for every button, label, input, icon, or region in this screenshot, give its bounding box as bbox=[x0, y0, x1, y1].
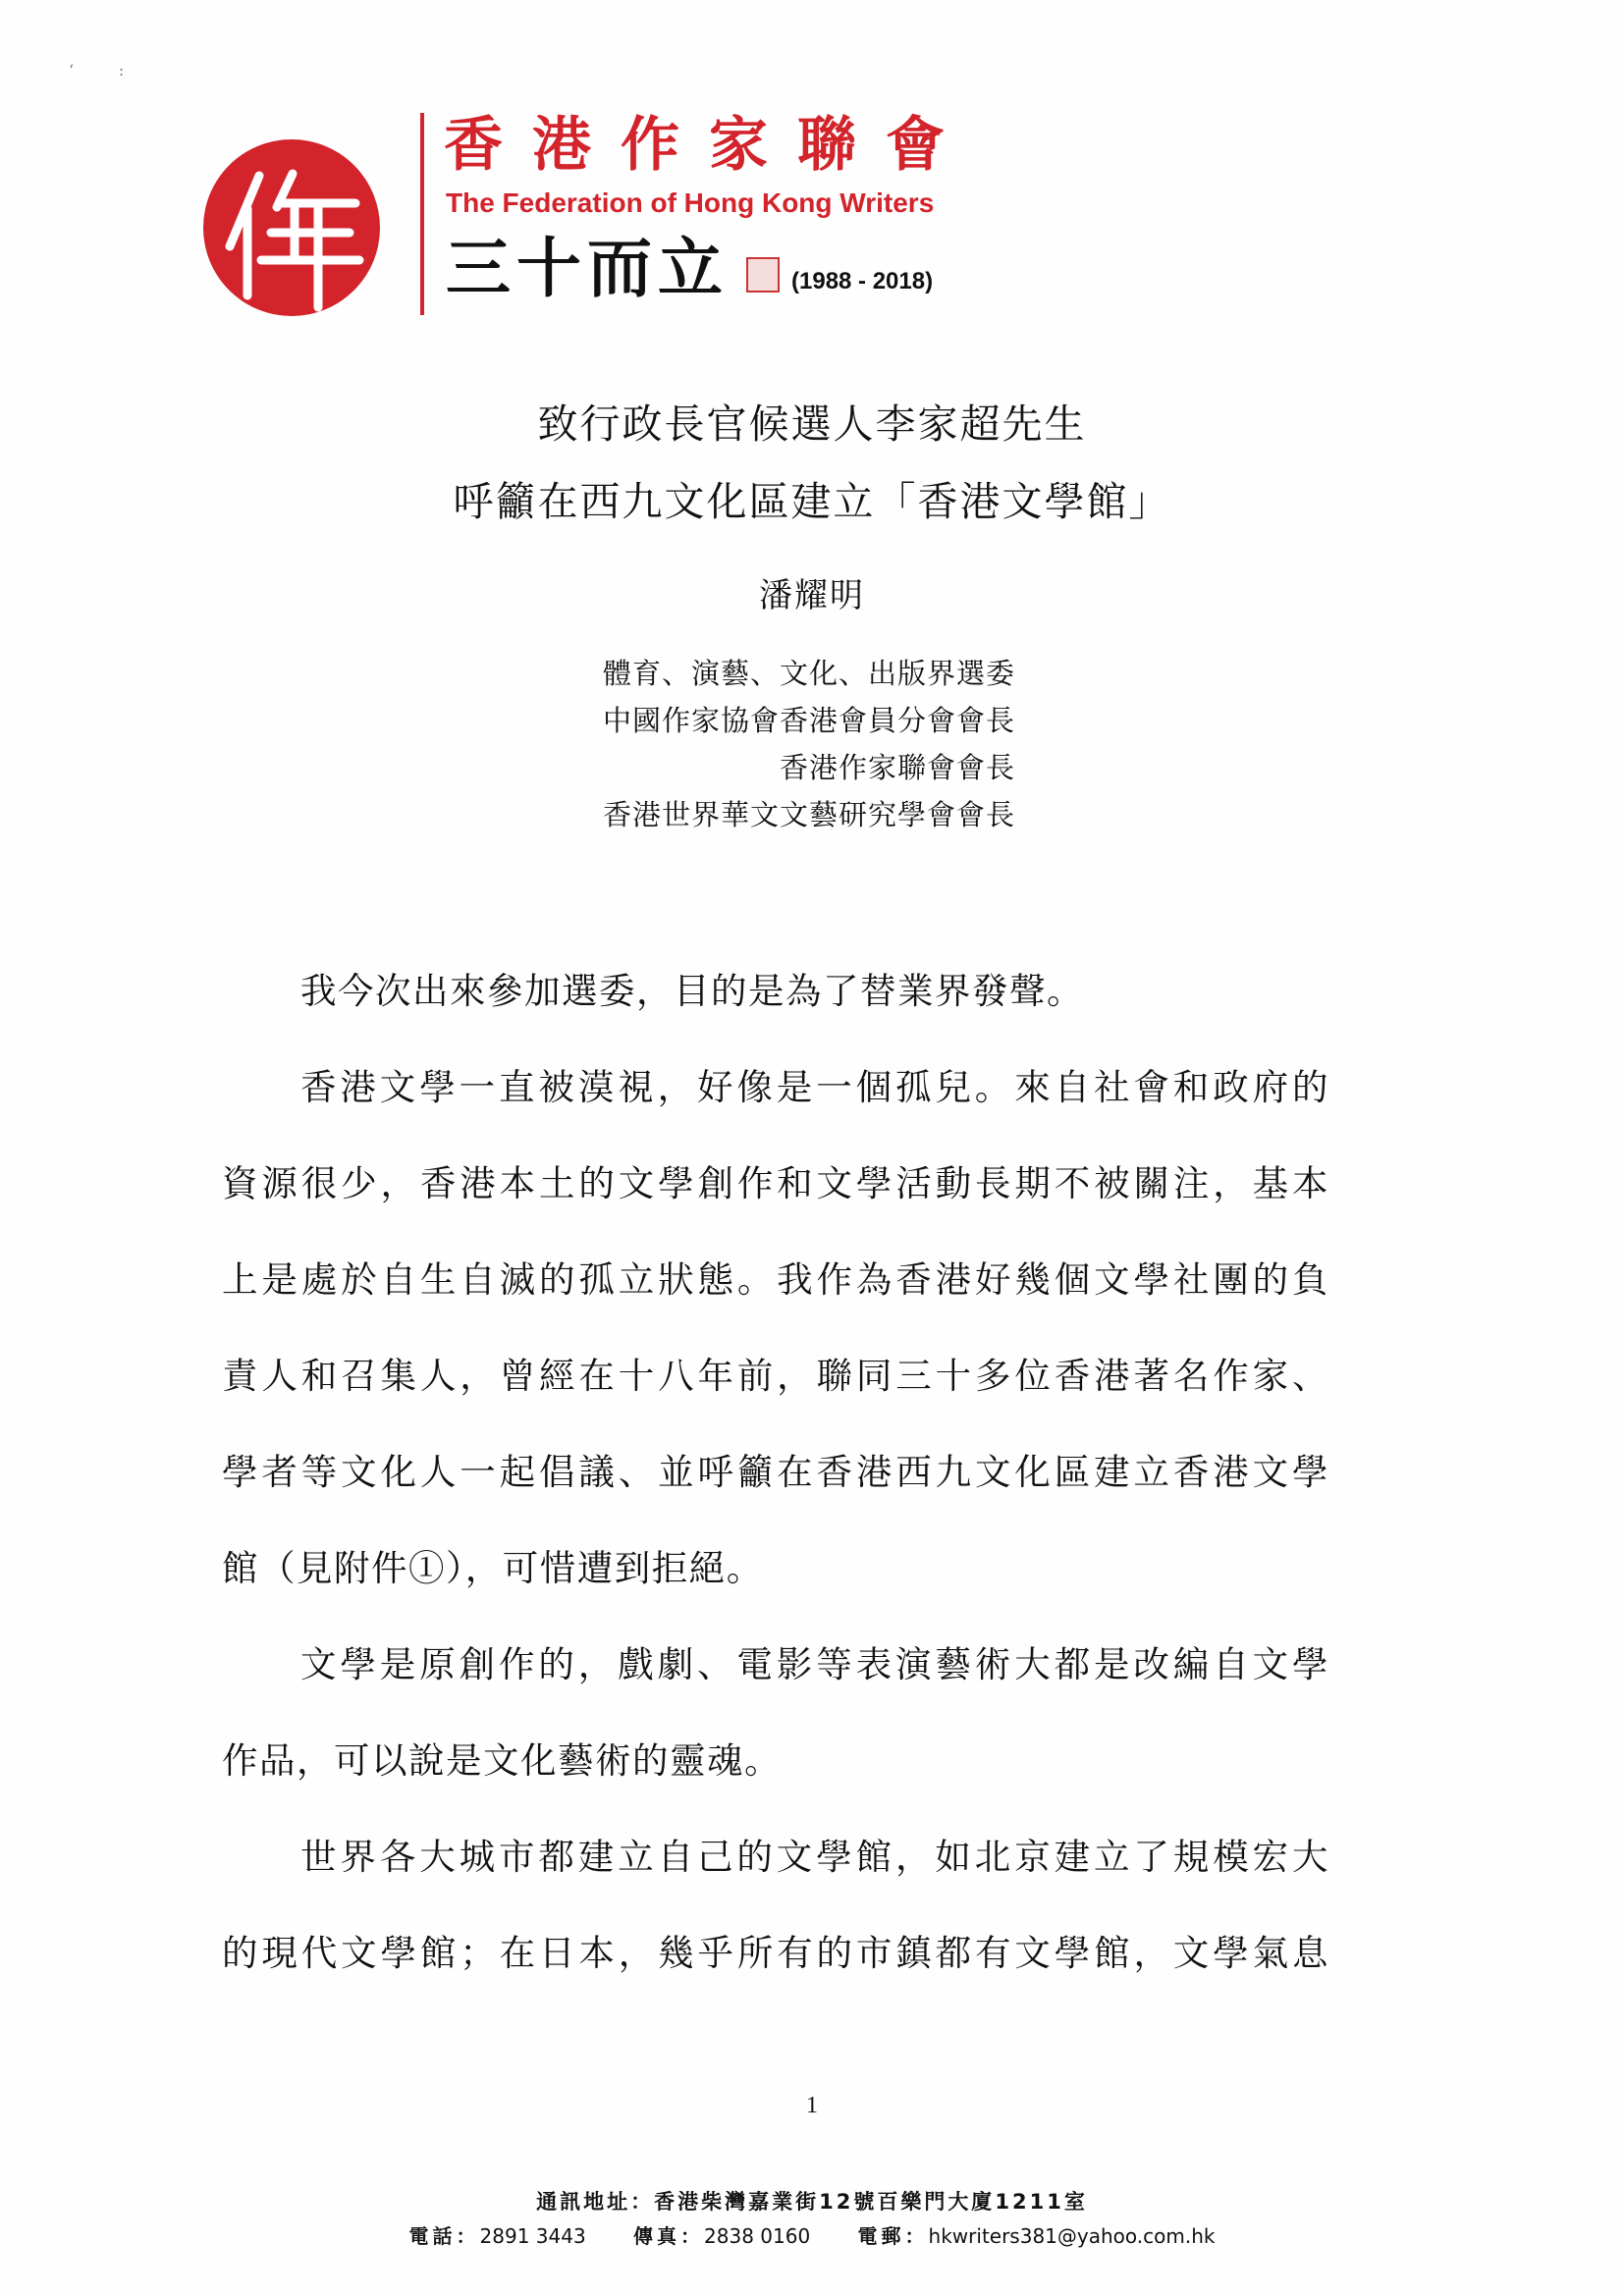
body-line: 文學是原創作的，戲劇、電影等表演藝術大都是改編自文學 bbox=[300, 1643, 1329, 1685]
anniversary-motto: 三十而立 bbox=[446, 230, 729, 306]
org-name-english: The Federation of Hong Kong Writers bbox=[446, 187, 935, 218]
seal-stamp-icon bbox=[746, 257, 780, 293]
letter-body bbox=[222, 962, 1329, 2020]
author-title: 香港世界華文文藝研究學會會長 bbox=[602, 798, 1015, 831]
fax-number: 2838 0160 bbox=[704, 2224, 811, 2248]
email-label: 電郵： bbox=[857, 2224, 929, 2248]
email-address: hkwriters381@yahoo.com.hk bbox=[928, 2224, 1216, 2248]
body-line: 資源很少，香港本土的文學創作和文學活動長期不被關注，基本 bbox=[222, 1162, 1329, 1204]
letter-title-line-2: 呼籲在西九文化區建立「香港文學館」 bbox=[453, 478, 1171, 525]
phone-label: 電話： bbox=[408, 2224, 480, 2248]
letter-title-line-1: 致行政長官候選人李家超先生 bbox=[537, 400, 1087, 448]
body-line: 上是處於自生自滅的孤立狀態。我作為香港好幾個文學社團的負 bbox=[222, 1258, 1329, 1301]
footer-contacts bbox=[0, 2226, 1624, 2246]
header-divider bbox=[420, 113, 424, 315]
federation-logo-icon bbox=[202, 138, 381, 317]
scan-artifact: ʻ : bbox=[69, 61, 125, 80]
body-line: 作品，可以說是文化藝術的靈魂。 bbox=[222, 1739, 782, 1782]
fax-label: 傳真： bbox=[633, 2224, 705, 2248]
body-line: 學者等文化人一起倡議、並呼籲在香港西九文化區建立香港文學 bbox=[222, 1451, 1329, 1493]
body-line: 責人和召集人，曾經在十八年前，聯同三十多位香港著名作家、 bbox=[222, 1355, 1329, 1397]
author-title: 香港作家聯會會長 bbox=[779, 751, 1015, 784]
body-line: 的現代文學館；在日本，幾乎所有的市鎮都有文學館，文學氣息 bbox=[222, 1932, 1329, 1974]
author-name: 潘耀明 bbox=[759, 576, 865, 615]
anniversary-years: (1988 - 2018) bbox=[791, 268, 934, 294]
author-title: 體育、演藝、文化、出版界選委 bbox=[602, 657, 1015, 690]
body-line: 香港文學一直被漠視，好像是一個孤兒。來自社會和政府的 bbox=[300, 1066, 1329, 1108]
author-title: 中國作家協會香港會員分會會長 bbox=[602, 704, 1015, 737]
phone-number: 2891 3443 bbox=[479, 2224, 586, 2248]
body-line: 館（見附件①），可惜遭到拒絕。 bbox=[222, 1547, 764, 1589]
org-name-chinese: 香港作家聯會 bbox=[444, 111, 974, 180]
footer-address: 通訊地址：香港柴灣嘉業街12號百樂門大廈1211室 bbox=[536, 2190, 1088, 2214]
body-line: 我今次出來參加選委，目的是為了替業界發聲。 bbox=[300, 970, 1084, 1012]
author-titles bbox=[536, 650, 1015, 838]
page-number: 1 bbox=[806, 2093, 818, 2118]
body-line: 世界各大城市都建立自己的文學館，如北京建立了規模宏大 bbox=[300, 1836, 1329, 1878]
